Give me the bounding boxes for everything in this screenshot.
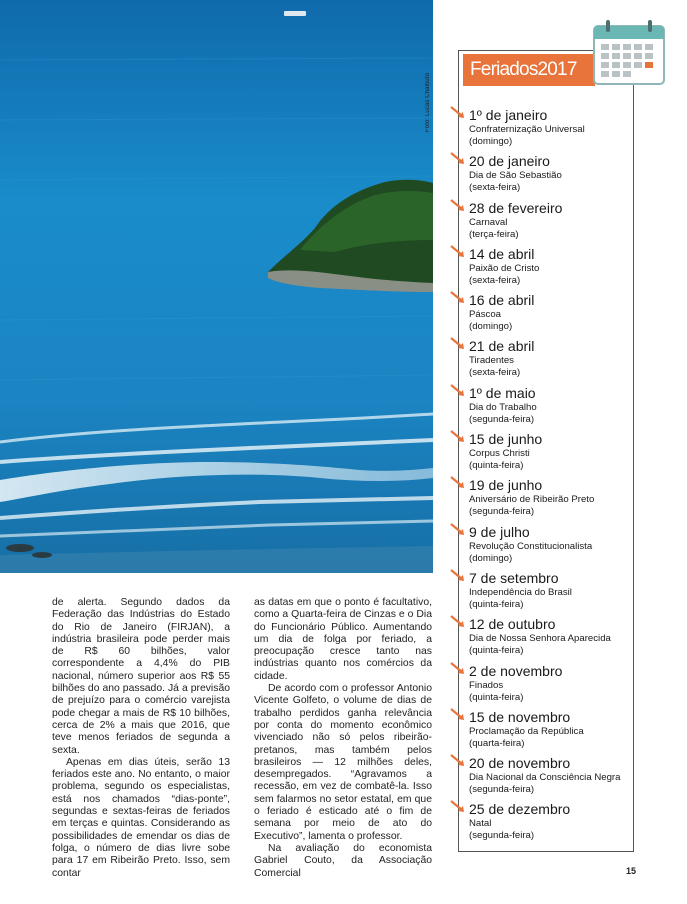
holiday-weekday: (quinta-feira) — [469, 460, 524, 472]
arrow-icon — [450, 753, 468, 769]
holiday-date: 1º de maio — [469, 384, 536, 401]
holiday-weekday: (domingo) — [469, 136, 513, 147]
holiday-item — [450, 568, 635, 614]
holiday-item — [450, 105, 635, 151]
holiday-name: Dia de Nossa Senhora Aparecida — [469, 633, 611, 645]
arrow-icon — [450, 105, 468, 121]
holiday-name: Tiradentes — [469, 355, 514, 367]
holiday-weekday: (sexta-feira) — [469, 367, 521, 379]
holiday-weekday: (quarta-feira) — [469, 737, 525, 749]
holiday-date: 16 de abril — [469, 292, 535, 309]
arrow-icon — [450, 290, 468, 306]
holiday-weekday: (domingo) — [469, 552, 513, 564]
arrow-icon — [450, 614, 468, 630]
holiday-date: 7 de setembro — [469, 569, 559, 586]
article-column-2 — [254, 597, 432, 880]
holiday-item — [450, 753, 635, 799]
article-column-1 — [52, 597, 230, 880]
holiday-date: 15 de novembro — [469, 708, 571, 725]
holiday-item — [450, 244, 635, 290]
arrow-icon — [450, 198, 468, 214]
holiday-date: 28 de fevereiro — [469, 199, 563, 216]
holiday-date: 2 de novembro — [469, 662, 563, 679]
holiday-date: 21 de abril — [469, 338, 535, 355]
holiday-item — [450, 522, 635, 568]
paragraph: de alerta. Segundo dados da Federação das Indústrias do Estado do Rio de Janeiro (FIRJAN), a indústria brasileira pode perder mais de R$ 60 bilhões, valor correspondente a 4,4% do PIB nacional, número superior aos R$ 55 bilhões do ano passado. Já a previsão de prejuízo para o comércio varejista pode chegar a mais de R$ 10 bilhões, cerca de 2% a mais que 2016, que teve menos feriados de segunda a sexta. — [52, 597, 230, 756]
holiday-item — [450, 151, 635, 197]
holiday-name: Corpus Christi — [469, 448, 530, 460]
holiday-date: 20 de janeiro — [469, 153, 550, 170]
holiday-weekday: (segunda-feira) — [469, 830, 535, 842]
holiday-date: 20 de novembro — [469, 755, 571, 772]
holiday-name: Páscoa — [469, 309, 501, 321]
holiday-name: Confraternização Universal — [469, 124, 585, 135]
holiday-weekday: (domingo) — [469, 321, 513, 333]
arrow-icon — [450, 799, 468, 815]
holiday-item — [450, 429, 635, 475]
holiday-name: Proclamação da República — [469, 725, 584, 737]
holiday-date: 25 de dezembro — [469, 801, 571, 818]
arrow-icon — [450, 383, 468, 399]
holiday-weekday: (segunda-feira) — [469, 506, 535, 518]
holiday-item — [450, 707, 635, 753]
arrow-icon — [450, 151, 468, 167]
holiday-weekday: (segunda-feira) — [469, 413, 535, 425]
holiday-item — [450, 198, 635, 244]
holiday-weekday: (sexta-feira) — [469, 274, 521, 286]
holiday-name: Revolução Constitucionalista — [469, 540, 593, 552]
holiday-name: Independência do Brasil — [469, 586, 572, 598]
arrow-icon — [450, 568, 468, 584]
page-number: 15 — [626, 866, 637, 876]
holiday-name: Finados — [469, 679, 504, 691]
holiday-item — [450, 475, 635, 521]
holiday-date: 1º de janeiro — [469, 107, 548, 123]
paragraph: Apenas em dias úteis, serão 13 feriados este ano. No entanto, o maior problema, segundo os especialistas, está nos chamados “dias-ponte”, segundas e sextas-feiras de feriados em terças e quintas. Considerando as possibilidades de emendar os dias de folga, o número de dias livre sobe para 17 em Ribeirão Preto. Isso, sem contar — [52, 756, 230, 879]
holiday-name: Carnaval — [469, 216, 508, 228]
holiday-name: Dia do Trabalho — [469, 401, 537, 413]
holiday-date: 12 de outubro — [469, 616, 556, 633]
arrow-icon — [450, 707, 468, 723]
holiday-item — [450, 383, 635, 429]
holiday-list — [450, 105, 635, 846]
holiday-date: 15 de junho — [469, 431, 543, 448]
arrow-icon — [450, 475, 468, 491]
holiday-weekday: (quinta-feira) — [469, 645, 524, 657]
holiday-name: Paixão de Cristo — [469, 262, 540, 274]
holiday-item — [450, 614, 635, 660]
paragraph: De acordo com o professor Antonio Vicente Golfeto, o volume de dias de trabalho perdidos ganha relevância por conta do momento econômico vivenciado não só pelos ribeirão-pretanos, mas também pelos brasileiros — 12 milhões deles, desempregados. “Agravamos a recessão, em vez de combatê-la. Isso sem falarmos no setor estatal, em que o feriado é esticado até o fim de semana por meio de ato do Executivo”, lamenta o professor. — [254, 683, 432, 842]
ocean-photo — [0, 0, 433, 573]
calendar-icon — [592, 20, 666, 86]
holiday-weekday: (terça-feira) — [469, 228, 519, 240]
holiday-date: 14 de abril — [469, 245, 535, 262]
arrow-icon — [450, 244, 468, 260]
holiday-item — [450, 799, 635, 845]
holidays-title: Feriados2017 — [470, 59, 577, 80]
holiday-item — [450, 661, 635, 707]
paragraph: Na avaliação do economista Gabriel Couto, da Associação Comercial — [254, 842, 432, 879]
holiday-weekday: (sexta-feira) — [469, 182, 521, 194]
photo-credit: Foto: Lucas Chalbuto — [425, 72, 431, 132]
holiday-weekday: (quinta-feira) — [469, 598, 524, 610]
holiday-weekday: (segunda-feira) — [469, 784, 535, 796]
paragraph: as datas em que o ponto é facultativo, como a Quarta-feira de Cinzas e o Dia do Funcionário Público. Aumentando um dia de folga por feriado, a preocupação cresce tanto nas indústrias quanto nos comércios da cidade. — [254, 597, 432, 682]
holiday-name: Dia Nacional da Consciência Negra — [469, 772, 621, 784]
holiday-name: Dia de São Sebastião — [469, 170, 562, 182]
arrow-icon — [450, 522, 468, 538]
holiday-weekday: (quinta-feira) — [469, 691, 524, 703]
holiday-name: Natal — [469, 818, 492, 830]
holiday-name: Aniversário de Ribeirão Preto — [469, 494, 595, 506]
holiday-item — [450, 290, 635, 336]
holiday-date: 9 de julho — [469, 523, 530, 540]
arrow-icon — [450, 429, 468, 445]
arrow-icon — [450, 336, 468, 352]
holiday-date: 19 de junho — [469, 477, 543, 494]
arrow-icon — [450, 661, 468, 677]
ocean-illustration — [0, 0, 433, 573]
holiday-item — [450, 336, 635, 382]
